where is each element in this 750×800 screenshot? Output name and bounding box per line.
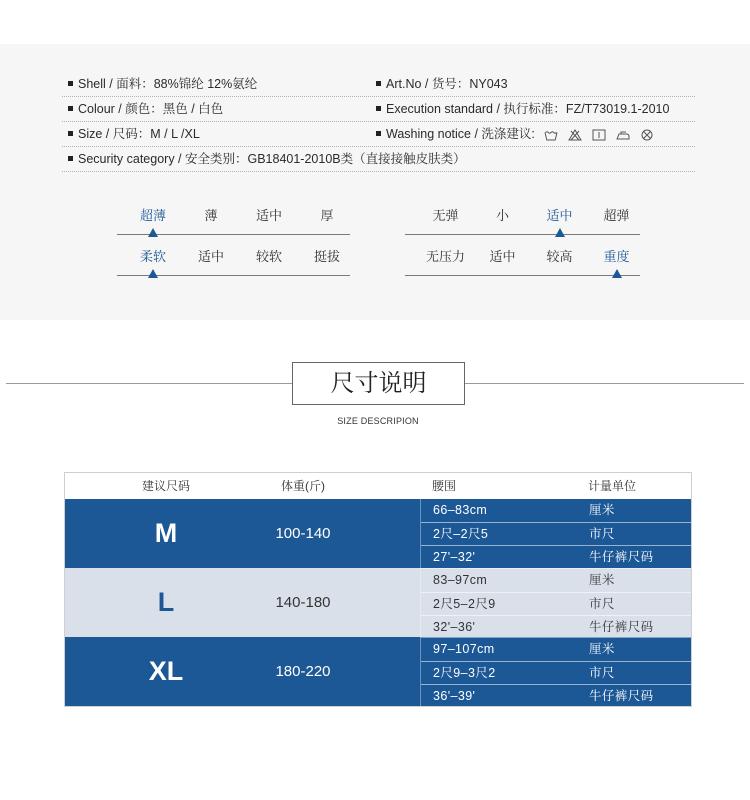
waist-sub-row [421,661,691,684]
scale-option [124,205,182,241]
art-no-text: Art.No / 货号：NY043 [386,77,508,91]
waist-value: 32'–36' [433,620,476,634]
waist-value: 2尺9–3尺2 [433,666,496,680]
no-bleach-icon [568,129,582,141]
size-row [65,637,691,706]
weight-range: 100-140 [275,525,331,542]
washing-icons [544,128,664,141]
waist-value: 2尺–2尺5 [433,527,489,541]
scale-option-label: 重度 [603,249,630,264]
scale-option [182,205,240,241]
waist-sub-row [421,569,691,592]
spec-item-security-category [68,147,466,171]
scale-option [124,246,182,282]
unit-label: 牛仔裤尺码 [589,689,654,703]
unit-label: 牛仔裤尺码 [589,620,654,634]
bullet-icon [68,156,73,161]
spec-item-shell [68,72,257,96]
spec-row [62,122,695,147]
section-subtitle: SIZE DESCRIPION [337,416,419,426]
washing-notice-text: Washing notice / 洗涤建议: [386,127,535,141]
scale-option [240,205,298,241]
bullet-icon [376,106,381,111]
scale-option-label: 挺拔 [313,249,340,264]
selected-marker-icon [148,228,158,237]
drip-dry-icon [592,129,606,141]
scale-option [298,205,356,241]
scale-option-label: 超薄 [139,208,166,223]
selected-marker-icon [148,269,158,278]
scale-option [588,205,645,241]
header-waist: 腰围 [432,479,457,493]
spec-item-colour [68,97,223,121]
scale-option [417,205,474,241]
weight-range: 140-180 [275,594,331,611]
waist-sub-row [421,545,691,568]
waist-sub-row [421,638,691,661]
softness-scale [117,246,350,282]
scale-option [298,246,356,282]
header-size: 建议尺码 [141,479,190,493]
size-label: L [157,587,175,617]
scale-option [182,246,240,282]
unit-label: 牛仔裤尺码 [589,550,654,564]
waist-value: 27'–32' [433,550,476,564]
spec-row [62,147,695,172]
scale-option-label: 无压力 [425,249,465,264]
unit-label: 厘米 [589,503,615,517]
size-row [65,499,691,568]
header-unit: 计量单位 [588,479,637,493]
scale-option [588,246,645,282]
selected-marker-icon [612,269,622,278]
waist-sub-row [421,522,691,545]
size-row [65,568,691,637]
waist-cells [420,568,691,637]
compression-scale [405,246,640,282]
weight-range: 180-220 [275,663,331,680]
waist-value: 83–97cm [433,573,488,587]
scale-option [531,205,588,241]
waist-sub-row [421,684,691,707]
waist-cells [420,637,691,706]
spec-item-size [68,122,200,146]
scale-option [417,246,474,282]
scale-option-label: 无弹 [432,208,459,223]
size-table-header [65,473,691,499]
spec-item-art-no [376,72,508,96]
execution-standard-text: Execution standard / 执行标准：FZ/T73019.1-2010 [386,102,670,116]
elasticity-scale [405,205,640,241]
bullet-icon [68,131,73,136]
waist-sub-row [421,592,691,615]
scale-option-label: 厚 [320,208,334,223]
scale-option-label: 适中 [489,249,516,264]
selected-marker-icon [555,228,565,237]
unit-label: 市尺 [589,597,615,611]
bullet-icon [68,81,73,86]
scale-option-label: 超弹 [603,208,630,223]
no-dry-clean-icon [640,129,654,141]
iron-icon [616,129,630,141]
thickness-scale [117,205,350,241]
size-label: M [154,518,178,548]
size-text: Size / 尺码：M / L /XL [78,127,200,141]
waist-value: 36'–39' [433,689,476,703]
scale-option [474,205,531,241]
scale-option [474,246,531,282]
scale-option-label: 适中 [197,249,224,264]
bullet-icon [376,81,381,86]
waist-sub-row [421,615,691,638]
scale-option-label: 较高 [546,249,573,264]
scale-option [531,246,588,282]
colour-text: Colour / 颜色：黑色 / 白色 [78,102,224,116]
size-table [64,472,692,707]
waist-sub-row [421,499,691,522]
header-weight: 体重(斤) [281,479,325,493]
section-title: 尺寸说明 [292,362,465,405]
size-label: XL [148,656,184,686]
spec-row [62,97,695,122]
bullet-icon [376,131,381,136]
unit-label: 厘米 [589,573,615,587]
waist-cells [420,499,691,568]
unit-label: 厘米 [589,642,615,656]
waist-value: 97–107cm [433,642,495,656]
waist-value: 66–83cm [433,503,488,517]
scale-option-label: 柔软 [139,249,166,264]
scale-option-label: 适中 [546,208,573,223]
scale-option [240,246,298,282]
scale-option-label: 适中 [255,208,282,223]
security-category-text: Security category / 安全类别：GB18401-2010B类（直接接触皮肤类） [78,152,466,166]
spec-list [62,72,695,172]
size-table-body [65,499,691,706]
spec-item-execution-standard [376,97,669,121]
wash-tub-icon [544,129,558,141]
unit-label: 市尺 [589,527,615,541]
spec-item-washing-notice [376,122,664,146]
waist-value: 2尺5–2尺9 [433,597,496,611]
spec-row [62,72,695,97]
scale-option-label: 小 [495,208,509,223]
bullet-icon [68,106,73,111]
scale-option-label: 较软 [255,249,282,264]
shell-text: Shell / 面料：88%锦纶 12%氨纶 [78,77,258,91]
unit-label: 市尺 [589,666,615,680]
scale-option-label: 薄 [204,208,218,223]
